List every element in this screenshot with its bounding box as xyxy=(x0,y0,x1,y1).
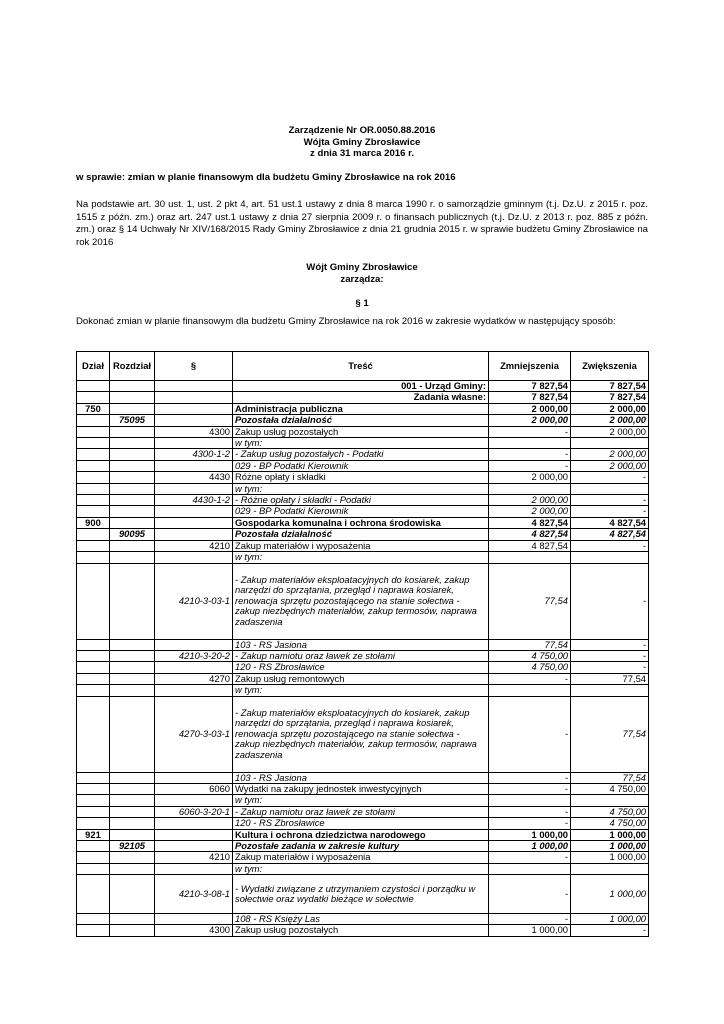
cell-tresc: - Zakup materiałów eksploatacyjnych do kosiarek, zakup narzędzi do sprzątania, przegląd i naprawa kosiarek, renowacja sprzętu pozostającego na stanie sołectwa - zakup niezbędnych materiałów, zakup termosów, naprawa zadaszenia xyxy=(233,696,489,772)
cell-dzial xyxy=(77,673,110,684)
cell-zmniejszenia: 2 000,00 xyxy=(489,403,571,414)
authority-line2: zarządza: xyxy=(340,273,384,285)
cell-zwiekszenia: - xyxy=(571,540,649,551)
cell-dzial xyxy=(77,639,110,650)
cell-zmniejszenia: 7 827,54 xyxy=(489,381,571,392)
cell-zmniejszenia: - xyxy=(489,696,571,772)
cell-zwiekszenia: 4 750,00 xyxy=(571,783,649,794)
cell-dzial: 750 xyxy=(77,403,110,414)
cell-zmniejszenia: - xyxy=(489,806,571,817)
cell-paragraf xyxy=(155,685,233,696)
table-row xyxy=(77,529,649,540)
cell-rozdzial xyxy=(110,392,155,403)
cell-dzial xyxy=(77,650,110,661)
cell-rozdzial xyxy=(110,552,155,563)
cell-tresc: Pozostałe zadania w zakresie kultury xyxy=(233,840,489,851)
table-row xyxy=(77,495,649,506)
table-row xyxy=(77,696,649,772)
cell-zwiekszenia: 7 827,54 xyxy=(571,392,649,403)
cell-paragraf: 4210-3-08-1 xyxy=(155,875,233,914)
cell-zmniejszenia: 1 000,00 xyxy=(489,925,571,936)
cell-dzial xyxy=(77,806,110,817)
cell-tresc: Różne opłaty i składki xyxy=(233,472,489,483)
table-row xyxy=(77,925,649,936)
table-row xyxy=(77,392,649,403)
cell-zmniejszenia: 77,54 xyxy=(489,563,571,639)
table-row xyxy=(77,438,649,449)
cell-rozdzial xyxy=(110,438,155,449)
cell-paragraf xyxy=(155,403,233,414)
cell-paragraf xyxy=(155,438,233,449)
cell-zwiekszenia: - xyxy=(571,506,649,517)
cell-tresc: 029 - BP Podatki Kierownik xyxy=(233,506,489,517)
cell-dzial xyxy=(77,875,110,914)
cell-dzial xyxy=(77,772,110,783)
cell-paragraf: 4270-3-03-1 xyxy=(155,696,233,772)
cell-dzial xyxy=(77,696,110,772)
cell-tresc: w tym: xyxy=(233,795,489,806)
cell-zmniejszenia: - xyxy=(489,818,571,829)
table-row xyxy=(77,517,649,528)
document-subject: w sprawie: zmian w planie finansowym dla budżetu Gminy Zbrosławice na rok 2016 xyxy=(76,172,456,183)
table-row xyxy=(77,639,649,650)
cell-zwiekszenia: 4 827,54 xyxy=(571,529,649,540)
authority-line1: Wójt Gminy Zbrosławice xyxy=(306,262,418,273)
cell-dzial xyxy=(77,472,110,483)
cell-zmniejszenia: - xyxy=(489,673,571,684)
cell-dzial xyxy=(77,438,110,449)
cell-rozdzial xyxy=(110,650,155,661)
cell-paragraf: 6060 xyxy=(155,783,233,794)
table-row xyxy=(77,415,649,426)
cell-dzial xyxy=(77,852,110,863)
table-row xyxy=(77,563,649,639)
cell-paragraf xyxy=(155,392,233,403)
cell-zmniejszenia: - xyxy=(489,852,571,863)
header-paragraf: § xyxy=(155,352,233,381)
cell-paragraf xyxy=(155,483,233,494)
table-row xyxy=(77,829,649,840)
cell-zwiekszenia: - xyxy=(571,639,649,650)
table-row xyxy=(77,685,649,696)
document-title: Zarządzenie Nr OR.0050.88.2016 xyxy=(288,125,436,136)
cell-dzial xyxy=(77,552,110,563)
cell-tresc: Zakup materiałów i wyposażenia xyxy=(233,540,489,551)
cell-dzial xyxy=(77,863,110,874)
cell-rozdzial xyxy=(110,495,155,506)
cell-paragraf: 4430 xyxy=(155,472,233,483)
cell-zwiekszenia: 1 000,00 xyxy=(571,875,649,914)
cell-paragraf: 4210-3-03-1 xyxy=(155,563,233,639)
cell-zmniejszenia: 2 000,00 xyxy=(489,506,571,517)
cell-tresc: w tym: xyxy=(233,685,489,696)
cell-tresc: w tym: xyxy=(233,483,489,494)
cell-tresc: Kultura i ochrona dziedzictwa narodowego xyxy=(233,829,489,840)
table-row xyxy=(77,840,649,851)
cell-zwiekszenia xyxy=(571,552,649,563)
header-tresc: Treść xyxy=(233,352,489,381)
table-row xyxy=(77,875,649,914)
cell-dzial xyxy=(77,685,110,696)
cell-paragraf xyxy=(155,772,233,783)
table-row xyxy=(77,795,649,806)
cell-paragraf xyxy=(155,913,233,924)
cell-tresc: 103 - RS Jasiona xyxy=(233,772,489,783)
cell-paragraf xyxy=(155,552,233,563)
cell-zwiekszenia: 4 827,54 xyxy=(571,517,649,528)
table-row xyxy=(77,818,649,829)
table-row xyxy=(77,506,649,517)
cell-paragraf xyxy=(155,863,233,874)
table-row xyxy=(77,662,649,673)
cell-zwiekszenia xyxy=(571,685,649,696)
cell-paragraf xyxy=(155,818,233,829)
table-row xyxy=(77,449,649,460)
cell-zwiekszenia: 4 750,00 xyxy=(571,806,649,817)
cell-paragraf: 4430-1-2 xyxy=(155,495,233,506)
cell-zmniejszenia: 4 750,00 xyxy=(489,650,571,661)
table-row xyxy=(77,426,649,437)
cell-zmniejszenia: - xyxy=(489,460,571,471)
cell-zmniejszenia xyxy=(489,795,571,806)
cell-paragraf xyxy=(155,506,233,517)
cell-rozdzial xyxy=(110,449,155,460)
cell-zmniejszenia: - xyxy=(489,875,571,914)
cell-tresc: Zakup usług pozostałych xyxy=(233,426,489,437)
cell-paragraf xyxy=(155,415,233,426)
cell-dzial xyxy=(77,662,110,673)
cell-rozdzial xyxy=(110,460,155,471)
cell-zmniejszenia: - xyxy=(489,783,571,794)
cell-zmniejszenia: 4 750,00 xyxy=(489,662,571,673)
cell-zmniejszenia xyxy=(489,863,571,874)
cell-dzial xyxy=(77,540,110,551)
cell-dzial xyxy=(77,563,110,639)
cell-rozdzial xyxy=(110,673,155,684)
cell-zwiekszenia: 2 000,00 xyxy=(571,415,649,426)
cell-zmniejszenia: 1 000,00 xyxy=(489,840,571,851)
cell-dzial xyxy=(77,925,110,936)
cell-paragraf xyxy=(155,381,233,392)
cell-tresc: 001 - Urząd Gminy: xyxy=(233,381,489,392)
cell-rozdzial xyxy=(110,852,155,863)
cell-rozdzial xyxy=(110,783,155,794)
cell-paragraf: 4210 xyxy=(155,852,233,863)
cell-zwiekszenia xyxy=(571,863,649,874)
cell-rozdzial xyxy=(110,403,155,414)
cell-rozdzial: 75095 xyxy=(110,415,155,426)
cell-tresc: Zadania własne: xyxy=(233,392,489,403)
cell-tresc: Administracja publiczna xyxy=(233,403,489,414)
cell-rozdzial xyxy=(110,662,155,673)
table-row xyxy=(77,460,649,471)
table-row xyxy=(77,913,649,924)
cell-paragraf: 6060-3-20-1 xyxy=(155,806,233,817)
table-row xyxy=(77,483,649,494)
cell-dzial xyxy=(77,818,110,829)
cell-zwiekszenia: 2 000,00 xyxy=(571,403,649,414)
cell-dzial xyxy=(77,913,110,924)
table-row xyxy=(77,540,649,551)
cell-zmniejszenia: - xyxy=(489,913,571,924)
budget-table xyxy=(76,351,649,937)
cell-zmniejszenia: 4 827,54 xyxy=(489,529,571,540)
cell-dzial xyxy=(77,840,110,851)
cell-tresc: - Różne opłaty i składki - Podatki xyxy=(233,495,489,506)
table-row xyxy=(77,381,649,392)
cell-zmniejszenia: - xyxy=(489,426,571,437)
cell-zwiekszenia xyxy=(571,483,649,494)
cell-tresc: 108 - RS Księży Las xyxy=(233,913,489,924)
document-date: z dnia 31 marca 2016 r. xyxy=(310,148,414,159)
document-issuer: Wójta Gminy Zbrosławice xyxy=(303,136,421,148)
header-rozdzial: Rozdział xyxy=(110,352,155,381)
cell-tresc: Wydatki na zakupy jednostek inwestycyjnych xyxy=(233,783,489,794)
cell-tresc: Zakup usług pozostałych xyxy=(233,925,489,936)
cell-rozdzial xyxy=(110,685,155,696)
header-zmniejszenia: Zmniejszenia xyxy=(489,352,571,381)
cell-zwiekszenia: 2 000,00 xyxy=(571,449,649,460)
cell-rozdzial xyxy=(110,925,155,936)
cell-zmniejszenia: - xyxy=(489,772,571,783)
cell-dzial xyxy=(77,529,110,540)
authority-block xyxy=(76,262,648,285)
cell-rozdzial xyxy=(110,639,155,650)
cell-zmniejszenia xyxy=(489,685,571,696)
cell-dzial xyxy=(77,460,110,471)
cell-tresc: Zakup usług remontowych xyxy=(233,673,489,684)
cell-zwiekszenia: 2 000,00 xyxy=(571,426,649,437)
table-row xyxy=(77,852,649,863)
cell-dzial xyxy=(77,495,110,506)
cell-zwiekszenia: - xyxy=(571,495,649,506)
cell-paragraf: 4300-1-2 xyxy=(155,449,233,460)
cell-tresc: - Zakup materiałów eksploatacyjnych do kosiarek, zakup narzędzi do sprzątania, przegląd i naprawa kosiarek, renowacja sprzętu pozostającego na stanie sołectwa - zakup niezbędnych materiałów, zakup termosów, naprawa zadaszenia xyxy=(233,563,489,639)
cell-zwiekszenia: - xyxy=(571,563,649,639)
cell-paragraf xyxy=(155,529,233,540)
cell-rozdzial: 92105 xyxy=(110,840,155,851)
cell-zmniejszenia: 4 827,54 xyxy=(489,517,571,528)
cell-rozdzial xyxy=(110,818,155,829)
document-header xyxy=(76,125,648,160)
cell-zwiekszenia: 7 827,54 xyxy=(571,381,649,392)
cell-tresc: w tym: xyxy=(233,863,489,874)
cell-rozdzial xyxy=(110,483,155,494)
instruction-text: Dokonać zmian w planie finansowym dla budżetu Gminy Zbrosławice na rok 2016 w zakresie wydatków w następujący sposób: xyxy=(76,316,616,327)
cell-zwiekszenia: 1 000,00 xyxy=(571,829,649,840)
cell-zmniejszenia xyxy=(489,483,571,494)
cell-tresc: w tym: xyxy=(233,552,489,563)
cell-dzial: 921 xyxy=(77,829,110,840)
header-dzial: Dział xyxy=(77,352,110,381)
cell-paragraf xyxy=(155,829,233,840)
table-row xyxy=(77,783,649,794)
cell-dzial xyxy=(77,449,110,460)
cell-rozdzial xyxy=(110,426,155,437)
cell-rozdzial xyxy=(110,696,155,772)
cell-paragraf xyxy=(155,517,233,528)
cell-zwiekszenia: 4 750,00 xyxy=(571,818,649,829)
cell-tresc: 103 - RS Jasiona xyxy=(233,639,489,650)
cell-rozdzial xyxy=(110,381,155,392)
cell-rozdzial xyxy=(110,795,155,806)
cell-rozdzial xyxy=(110,829,155,840)
cell-tresc: Pozostała działalność xyxy=(233,529,489,540)
cell-paragraf xyxy=(155,639,233,650)
cell-rozdzial xyxy=(110,806,155,817)
cell-rozdzial xyxy=(110,863,155,874)
cell-tresc: - Zakup namiotu oraz ławek ze stołami xyxy=(233,806,489,817)
cell-rozdzial xyxy=(110,506,155,517)
cell-zmniejszenia: 4 827,54 xyxy=(489,540,571,551)
cell-dzial xyxy=(77,795,110,806)
cell-rozdzial xyxy=(110,772,155,783)
cell-paragraf: 4300 xyxy=(155,925,233,936)
table-row xyxy=(77,472,649,483)
table-row xyxy=(77,650,649,661)
cell-zmniejszenia: - xyxy=(489,449,571,460)
cell-tresc: Zakup materiałów i wyposażenia xyxy=(233,852,489,863)
cell-zwiekszenia: - xyxy=(571,662,649,673)
cell-zmniejszenia: 2 000,00 xyxy=(489,495,571,506)
cell-zwiekszenia: 77,54 xyxy=(571,673,649,684)
cell-zwiekszenia: - xyxy=(571,925,649,936)
cell-zwiekszenia: 1 000,00 xyxy=(571,840,649,851)
cell-zwiekszenia: 1 000,00 xyxy=(571,913,649,924)
header-zwiekszenia: Zwiększenia xyxy=(571,352,649,381)
table-row xyxy=(77,863,649,874)
cell-paragraf: 4300 xyxy=(155,426,233,437)
cell-dzial xyxy=(77,381,110,392)
cell-zmniejszenia: 2 000,00 xyxy=(489,415,571,426)
cell-paragraf xyxy=(155,795,233,806)
cell-paragraf xyxy=(155,840,233,851)
cell-zwiekszenia: 77,54 xyxy=(571,772,649,783)
cell-zmniejszenia xyxy=(489,552,571,563)
cell-dzial: 900 xyxy=(77,517,110,528)
cell-zmniejszenia xyxy=(489,438,571,449)
cell-tresc: - Zakup namiotu oraz ławek ze stołami xyxy=(233,650,489,661)
cell-paragraf xyxy=(155,662,233,673)
cell-tresc: 120 - RS Zbrosławice xyxy=(233,662,489,673)
cell-rozdzial xyxy=(110,472,155,483)
cell-dzial xyxy=(77,392,110,403)
cell-tresc: Pozostała działalność xyxy=(233,415,489,426)
cell-dzial xyxy=(77,426,110,437)
cell-dzial xyxy=(77,483,110,494)
cell-zmniejszenia: 1 000,00 xyxy=(489,829,571,840)
cell-rozdzial xyxy=(110,540,155,551)
cell-tresc: 029 - BP Podatki Kierownik xyxy=(233,460,489,471)
cell-zwiekszenia xyxy=(571,438,649,449)
cell-zmniejszenia: 77,54 xyxy=(489,639,571,650)
cell-zwiekszenia: 2 000,00 xyxy=(571,460,649,471)
cell-zmniejszenia: 7 827,54 xyxy=(489,392,571,403)
cell-paragraf: 4210-3-20-2 xyxy=(155,650,233,661)
table-row xyxy=(77,552,649,563)
cell-rozdzial xyxy=(110,517,155,528)
table-row xyxy=(77,806,649,817)
cell-tresc: 120 - RS Zbrosławice xyxy=(233,818,489,829)
table-header-row xyxy=(77,352,649,381)
cell-paragraf: 4270 xyxy=(155,673,233,684)
cell-rozdzial xyxy=(110,913,155,924)
cell-zwiekszenia: 77,54 xyxy=(571,696,649,772)
cell-dzial xyxy=(77,783,110,794)
cell-zwiekszenia: - xyxy=(571,472,649,483)
cell-paragraf xyxy=(155,460,233,471)
legal-basis: Na podstawie art. 30 ust. 1, ust. 2 pkt 4, art. 51 ust.1 ustawy z dnia 8 marca 1990 r. o samorządzie gminnym (t.j. Dz.U. z 2015 r. poz. 1515 z późn. zm.) oraz art. 247 ust.1 ustawy z dnia 27 sierpnia 2009 r. o finansach publicznych (t.j. Dz.U. z 2013 r. poz. 885 z późn. zm.) oraz § 14 Uchwały Nr XIV/168/2015 Rady Gminy Zbrosławice z dnia 21 grudnia 2015 r. w sprawie budżetu Gminy Zbrosławice na rok 2016 xyxy=(76,199,648,248)
cell-zmniejszenia: 2 000,00 xyxy=(489,472,571,483)
cell-rozdzial: 90095 xyxy=(110,529,155,540)
section-mark: § 1 xyxy=(355,298,369,309)
cell-dzial xyxy=(77,506,110,517)
cell-tresc: - Zakup usług pozostałych - Podatki xyxy=(233,449,489,460)
cell-rozdzial xyxy=(110,563,155,639)
cell-zwiekszenia: 1 000,00 xyxy=(571,852,649,863)
cell-zwiekszenia: - xyxy=(571,650,649,661)
cell-rozdzial xyxy=(110,875,155,914)
cell-tresc: w tym: xyxy=(233,438,489,449)
cell-dzial xyxy=(77,415,110,426)
cell-zwiekszenia xyxy=(571,795,649,806)
cell-tresc: Gospodarka komunalna i ochrona środowiska xyxy=(233,517,489,528)
table-row xyxy=(77,772,649,783)
cell-tresc: - Wydatki związane z utrzymaniem czystości i porządku w sołectwie oraz wydatki bieżące w sołectwie xyxy=(233,875,489,914)
table-row xyxy=(77,403,649,414)
cell-paragraf: 4210 xyxy=(155,540,233,551)
table-row xyxy=(77,673,649,684)
